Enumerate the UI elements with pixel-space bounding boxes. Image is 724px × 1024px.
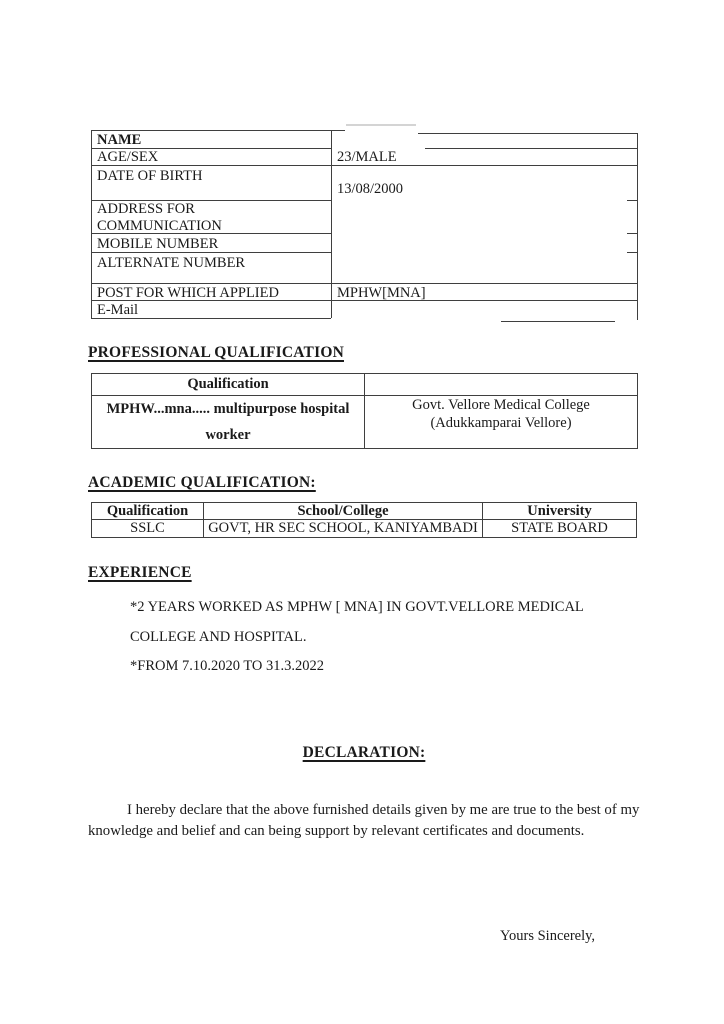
- dob-label: DATE OF BIRTH: [97, 168, 203, 184]
- declaration-heading: DECLARATION:: [302, 744, 426, 761]
- prof-institution-line1: Govt. Vellore Medical College: [412, 397, 590, 413]
- prof-institution-cell: [365, 396, 638, 449]
- acad-school-cell: GOVT, HR SEC SCHOOL, KANIYAMBADI: [204, 520, 483, 538]
- table-border-segment: [91, 130, 92, 318]
- closing-signature: Yours Sincerely,: [500, 928, 596, 944]
- table-border-segment: [91, 130, 345, 131]
- declaration-line-2: knowledge and belief and can being support by relevant certificates and documents.: [88, 823, 585, 839]
- age-sex-value: 23/MALE: [337, 149, 397, 165]
- professional-qualification-table: [91, 373, 638, 449]
- declaration-paragraph: [88, 800, 640, 842]
- prof-qualification-cell: [92, 396, 365, 449]
- table-border-segment: [418, 133, 637, 134]
- scan-artifact: [346, 124, 416, 126]
- acad-header-qualification: Qualification: [92, 503, 204, 520]
- acad-header-school: School/College: [204, 503, 483, 520]
- address-label: ADDRESS FOR COMMUNICATION: [97, 201, 222, 234]
- acad-university-cell: STATE BOARD: [483, 520, 637, 538]
- experience-heading: EXPERIENCE: [88, 564, 192, 581]
- mobile-label: MOBILE NUMBER: [97, 236, 219, 252]
- age-sex-label: AGE/SEX: [97, 149, 159, 165]
- post-value: MPHW[MNA]: [337, 285, 426, 301]
- experience-line-2: COLLEGE AND HOSPITAL.: [130, 629, 307, 645]
- table-row: [92, 520, 637, 538]
- prof-qualification-line2: worker: [205, 427, 251, 443]
- acad-qualification-cell: SSLC: [92, 520, 204, 538]
- table-border-segment: [91, 283, 637, 284]
- dob-value: 13/08/2000: [337, 181, 404, 197]
- name-label: NAME: [97, 132, 142, 148]
- email-label: E-Mail: [97, 302, 139, 318]
- professional-qualification-heading: PROFESSIONAL QUALIFICATION: [88, 344, 344, 361]
- acad-header-university: University: [483, 503, 637, 520]
- prof-institution-line2: (Adukkamparai Vellore): [430, 415, 572, 431]
- table-border-segment: [637, 133, 638, 320]
- table-border-stub: [627, 252, 637, 253]
- academic-qualification-heading: ACADEMIC QUALIFICATION:: [88, 474, 316, 491]
- table-border-segment: [425, 148, 637, 149]
- experience-line-1: *2 YEARS WORKED AS MPHW [ MNA] IN GOVT.VELLORE MEDICAL: [130, 599, 584, 615]
- prof-header-qualification: Qualification: [92, 374, 365, 396]
- post-label: POST FOR WHICH APPLIED: [97, 285, 279, 301]
- declaration-line-1: I hereby declare that the above furnished details given by me are true to the best of my: [127, 802, 640, 818]
- alternate-label: ALTERNATE NUMBER: [97, 255, 246, 271]
- table-border-segment: [331, 130, 332, 318]
- table-border-stub: [627, 233, 637, 234]
- academic-qualification-table: [91, 502, 637, 538]
- prof-header-blank: [365, 374, 638, 396]
- table-border-segment: [501, 321, 615, 322]
- table-border-stub: [627, 200, 637, 201]
- experience-line-3: *FROM 7.10.2020 TO 31.3.2022: [130, 658, 325, 674]
- prof-qualification-line1: MPHW...mna..... multipurpose hospital: [106, 401, 350, 417]
